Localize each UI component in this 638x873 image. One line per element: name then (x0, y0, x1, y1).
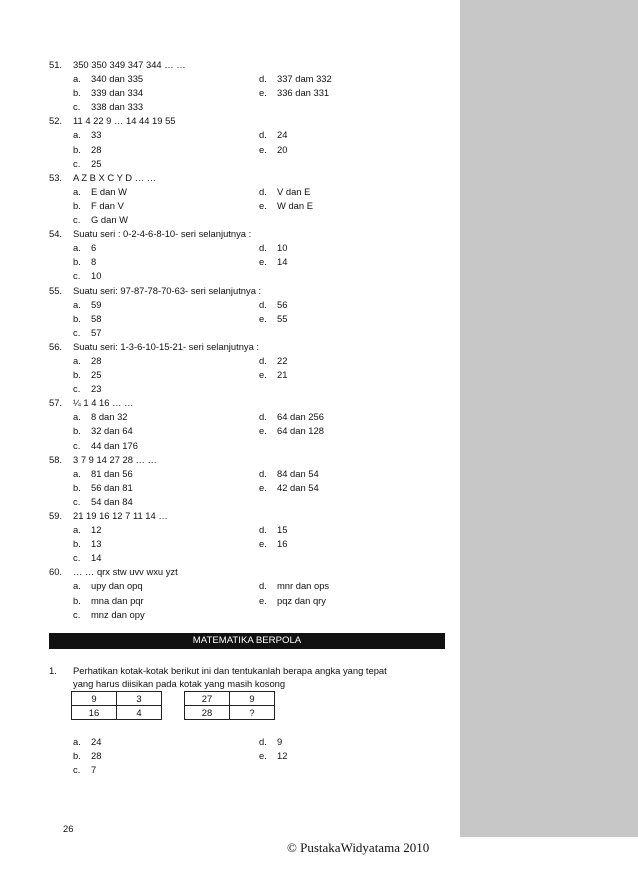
option-text: 57 (91, 326, 102, 338)
question-item (49, 227, 449, 283)
number-box-right (184, 691, 275, 720)
answer-option (73, 157, 101, 171)
answer-option (73, 86, 143, 100)
option-text: 20 (277, 143, 288, 155)
option-text: 9 (277, 736, 283, 747)
answer-option (259, 354, 287, 368)
option-text: 84 dan 54 (277, 467, 319, 479)
option-letter: b. (73, 369, 81, 381)
option-row (49, 424, 449, 438)
option-letter: b. (73, 425, 81, 437)
answer-option (73, 594, 144, 608)
problem-1 (49, 664, 449, 691)
option-letter: d. (259, 467, 267, 479)
option-row (49, 439, 449, 453)
option-letter: d. (259, 580, 267, 592)
option-letter: e. (259, 87, 267, 99)
option-text: 25 (91, 157, 102, 169)
question-text: A Z B X C Y D … … (73, 171, 157, 183)
answer-option (259, 410, 324, 424)
option-text: 8 dan 32 (91, 411, 128, 423)
option-text: 54 dan 84 (91, 495, 133, 507)
option-row (49, 298, 449, 312)
problem-number: 1. (49, 665, 57, 676)
answer-option (259, 749, 287, 763)
option-row (49, 382, 449, 396)
option-row (49, 735, 449, 749)
option-row (49, 72, 449, 86)
option-text: 28 (91, 750, 102, 762)
question-number: 59. (49, 510, 63, 521)
option-letter: c. (73, 157, 81, 169)
answer-option (73, 199, 124, 213)
option-row (49, 749, 449, 763)
answer-option (73, 439, 138, 453)
answer-option (259, 537, 287, 551)
option-text: 25 (91, 369, 102, 381)
option-letter: c. (73, 270, 81, 282)
question-text: Suatu seri: 1-3-6-10-15-21- seri selanjutnya : (73, 340, 260, 352)
answer-option (73, 763, 96, 777)
option-text: upy dan opq (91, 580, 143, 592)
option-letter: e. (259, 369, 267, 381)
option-letter: b. (73, 594, 81, 606)
problem-text-line2: yang harus diisikan pada kotak yang masih kosong (73, 678, 286, 690)
option-row (49, 241, 449, 255)
option-letter: c. (73, 552, 81, 564)
question-text: Suatu seri : 0-2-4-6-8-10- seri selanjutnya : (73, 228, 252, 240)
option-letter: e. (259, 481, 267, 493)
option-text: 7 (91, 764, 97, 776)
answer-option (73, 72, 143, 86)
option-text: mna dan pqr (91, 594, 144, 606)
option-text: 10 (91, 270, 102, 282)
option-letter: a. (73, 298, 81, 310)
answer-option (73, 551, 101, 565)
option-text: 14 (277, 256, 288, 268)
option-text: 338 dan 333 (91, 101, 144, 113)
option-letter: d. (259, 354, 267, 366)
option-text: 12 (277, 750, 288, 762)
margin-sidebar (460, 0, 638, 837)
question-text: … … qrx stw uvv wxu yzt (73, 566, 178, 578)
option-text: 42 dan 54 (277, 481, 319, 493)
option-row (49, 551, 449, 565)
answer-option (73, 481, 133, 495)
option-text: 15 (277, 524, 288, 536)
option-letter: a. (73, 580, 81, 592)
option-text: 339 dan 334 (91, 87, 144, 99)
question-text: 350 350 349 347 344 … … (73, 59, 186, 70)
option-row (49, 608, 449, 622)
option-row (49, 199, 449, 213)
option-text: 64 dan 256 (277, 411, 324, 423)
option-letter: c. (73, 383, 81, 395)
option-letter: a. (73, 185, 81, 197)
option-letter: e. (259, 425, 267, 437)
option-row (49, 763, 449, 777)
option-row (49, 86, 449, 100)
option-letter: c. (73, 495, 81, 507)
answer-option (73, 269, 101, 283)
option-letter: a. (73, 736, 81, 747)
question-number: 54. (49, 228, 63, 240)
answer-option (73, 255, 96, 269)
option-row (49, 481, 449, 495)
answer-option (73, 579, 143, 593)
option-text: 340 dan 335 (91, 73, 144, 85)
question-item (49, 340, 449, 396)
option-letter: c. (73, 101, 81, 113)
answer-option (73, 368, 101, 382)
question-text: 11 4 22 9 … 14 44 19 55 (73, 115, 176, 127)
option-row (49, 312, 449, 326)
question-item (49, 284, 449, 340)
option-row (49, 213, 449, 227)
answer-option (259, 185, 310, 199)
answer-option (259, 143, 287, 157)
box-cell: 4 (117, 706, 162, 720)
option-row (49, 185, 449, 199)
box-cell: 3 (117, 692, 162, 706)
option-letter: b. (73, 199, 81, 211)
option-row (49, 537, 449, 551)
option-letter: d. (259, 298, 267, 310)
answer-option (259, 523, 287, 537)
option-row (49, 143, 449, 157)
option-text: 56 (277, 298, 288, 310)
option-row (49, 523, 449, 537)
option-text: 58 (91, 312, 102, 324)
option-text: 59 (91, 298, 102, 310)
answer-option (73, 410, 128, 424)
option-text: 28 (91, 354, 102, 366)
box-cell: 27 (185, 692, 230, 706)
answer-option (259, 86, 329, 100)
option-letter: e. (259, 538, 267, 550)
option-letter: a. (73, 524, 81, 536)
option-text: 8 (91, 256, 97, 268)
option-row (49, 100, 449, 114)
option-row (49, 467, 449, 481)
option-letter: c. (73, 214, 81, 226)
option-letter: d. (259, 736, 267, 747)
question-number: 53. (49, 171, 63, 183)
option-letter: c. (73, 439, 81, 451)
option-letter: d. (259, 242, 267, 254)
answer-option (73, 312, 101, 326)
question-list (49, 58, 449, 622)
option-text: E dan W (91, 185, 127, 197)
option-row (49, 326, 449, 340)
answer-option (259, 481, 319, 495)
answer-option (73, 467, 133, 481)
page-number: 26 (63, 823, 74, 834)
question-number: 52. (49, 115, 63, 127)
answer-option (73, 241, 96, 255)
copyright-footer: © PustakaWidyatama 2010 (287, 840, 430, 855)
option-row (49, 579, 449, 593)
option-letter: b. (73, 312, 81, 324)
option-text: 44 dan 176 (91, 439, 138, 451)
answer-option (259, 128, 287, 142)
question-text: 21 19 16 12 7 11 14 … (73, 510, 168, 521)
answer-option (73, 749, 101, 763)
option-letter: b. (73, 750, 81, 762)
option-text: V dan E (277, 185, 311, 197)
option-letter: a. (73, 242, 81, 254)
answer-option (73, 143, 101, 157)
answer-option (259, 368, 287, 382)
option-letter: e. (259, 199, 267, 211)
answer-option (259, 255, 287, 269)
option-text: 6 (91, 242, 97, 254)
option-text: pqz dan qry (277, 594, 326, 606)
question-text: 3 7 9 14 27 28 … … (73, 453, 157, 465)
option-text: 13 (91, 538, 102, 550)
question-number: 55. (49, 284, 63, 296)
option-text: 24 (277, 129, 288, 141)
option-text: 23 (91, 383, 102, 395)
box-cell: 9 (72, 692, 117, 706)
option-text: F dan V (91, 199, 124, 211)
question-text: ¼ 1 4 16 … … (73, 397, 134, 409)
option-letter: e. (259, 143, 267, 155)
option-letter: b. (73, 256, 81, 268)
option-row (49, 128, 449, 142)
option-text: mnr dan ops (277, 580, 330, 592)
question-number: 57. (49, 397, 63, 409)
answer-option (73, 424, 133, 438)
option-text: 22 (277, 354, 288, 366)
answer-option (73, 213, 128, 227)
option-row (49, 354, 449, 368)
option-text: mnz dan opy (91, 608, 145, 620)
section-banner: MATEMATIKA BERPOLA (49, 633, 445, 649)
question-number: 58. (49, 453, 63, 465)
option-text: 32 dan 64 (91, 425, 133, 437)
box-cell: 16 (72, 706, 117, 720)
question-item (49, 58, 449, 114)
answer-option (73, 100, 143, 114)
answer-option (73, 537, 101, 551)
option-letter: d. (259, 524, 267, 536)
option-text: 33 (91, 129, 102, 141)
option-text: W dan E (277, 199, 313, 211)
question-text: Suatu seri: 97-87-78-70-63- seri selanjutnya : (73, 284, 262, 296)
option-letter: a. (73, 411, 81, 423)
answer-option (259, 298, 287, 312)
option-letter: a. (73, 467, 81, 479)
option-letter: a. (73, 73, 81, 85)
option-letter: c. (73, 608, 81, 620)
answer-option (73, 608, 145, 622)
option-letter: b. (73, 87, 81, 99)
question-number: 60. (49, 566, 63, 578)
option-letter: d. (259, 73, 267, 85)
question-item (49, 453, 449, 509)
answer-option (73, 735, 101, 749)
option-row (49, 255, 449, 269)
box-cell: ? (230, 706, 275, 720)
option-text: 28 (91, 143, 102, 155)
answer-option (259, 735, 282, 749)
question-item (49, 171, 449, 227)
option-letter: e. (259, 750, 267, 762)
answer-option (259, 199, 313, 213)
question-item (49, 114, 449, 170)
answer-option (259, 467, 319, 481)
question-item (49, 565, 449, 621)
answer-option (259, 424, 324, 438)
option-letter: e. (259, 256, 267, 268)
option-letter: e. (259, 594, 267, 606)
number-box-left (71, 691, 162, 720)
answer-option (73, 354, 101, 368)
question-item (49, 396, 449, 452)
option-text: 16 (277, 538, 288, 550)
option-row (49, 594, 449, 608)
option-letter: a. (73, 354, 81, 366)
option-row (49, 368, 449, 382)
option-text: 12 (91, 524, 102, 536)
option-row (49, 157, 449, 171)
option-text: 10 (277, 242, 288, 254)
option-letter: e. (259, 312, 267, 324)
question-number: 56. (49, 340, 63, 352)
option-letter: b. (73, 481, 81, 493)
option-text: 55 (277, 312, 288, 324)
option-letter: c. (73, 764, 81, 776)
answer-option (259, 579, 329, 593)
answer-option (259, 72, 332, 86)
option-row (49, 495, 449, 509)
question-item (49, 509, 449, 565)
option-letter: d. (259, 129, 267, 141)
option-text: 24 (91, 736, 102, 747)
option-letter: d. (259, 411, 267, 423)
option-text: 14 (91, 552, 102, 564)
option-letter: b. (73, 143, 81, 155)
option-text: 81 dan 56 (91, 467, 133, 479)
answer-option (73, 298, 101, 312)
option-letter: c. (73, 326, 81, 338)
problem-text-line1: Perhatikan kotak-kotak berikut ini dan tentukanlah berapa angka yang tepat (73, 665, 387, 676)
option-text: G dan W (91, 214, 128, 226)
option-text: 64 dan 128 (277, 425, 324, 437)
answer-option (259, 312, 287, 326)
answer-option (259, 241, 287, 255)
answer-option (73, 495, 133, 509)
option-letter: b. (73, 538, 81, 550)
box-cell: 28 (185, 706, 230, 720)
option-text: 336 dan 331 (277, 87, 330, 99)
answer-option (73, 382, 101, 396)
problem-1-options (49, 735, 449, 777)
answer-option (73, 128, 101, 142)
option-letter: a. (73, 129, 81, 141)
option-text: 337 dam 332 (277, 73, 332, 85)
option-text: 21 (277, 369, 288, 381)
answer-option (73, 326, 101, 340)
question-number: 51. (49, 59, 63, 70)
option-row (49, 269, 449, 283)
box-cell: 9 (230, 692, 275, 706)
option-text: 56 dan 81 (91, 481, 133, 493)
option-row (49, 410, 449, 424)
option-letter: d. (259, 185, 267, 197)
answer-option (73, 185, 127, 199)
answer-option (259, 594, 326, 608)
answer-option (73, 523, 101, 537)
